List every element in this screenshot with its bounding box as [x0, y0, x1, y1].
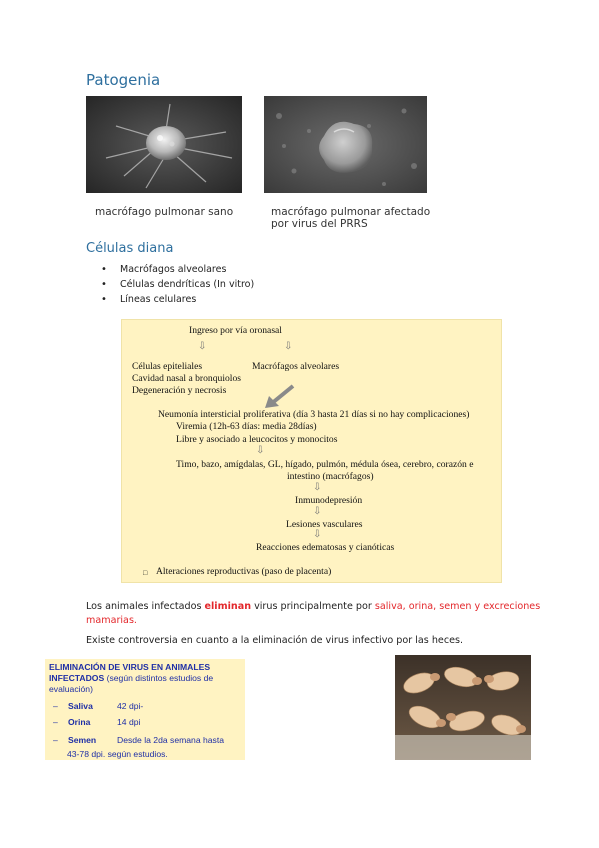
flow-alteraciones-bullet: □	[143, 569, 148, 577]
flow-intestino: intestino (macrófagos)	[287, 471, 374, 482]
flow-cavidad: Cavidad nasal a bronquiolos	[132, 373, 241, 384]
para-routes-cont: mamarias.	[86, 615, 137, 626]
flow-inmuno: Inmunodepresión	[295, 495, 363, 506]
virus-box-title-line2	[49, 673, 213, 684]
dash: –	[53, 701, 58, 711]
virus-box-title-infectados: INFECTADOS	[49, 673, 105, 683]
macrophage-prrs-photo	[264, 96, 427, 193]
flow-libre: Libre y asociado a leucocitos y monocitos	[176, 434, 338, 445]
virus-row-semen-cont: 43-78 dpi. según estudios.	[67, 749, 168, 759]
caption-prrs-line2: por virus del PRRS	[271, 218, 368, 230]
paragraph-elimination	[86, 600, 546, 628]
row-value: 14 dpi	[117, 717, 141, 727]
paragraph-controversy: Existe controversia en cuanto a la eliminación de virus infectivo por las heces.	[86, 635, 464, 646]
virus-row-orina	[53, 717, 141, 727]
arrow-down-icon: ⇩	[313, 506, 322, 517]
row-value: Desde la 2da semana hasta	[117, 735, 225, 745]
row-value: 42 dpi-	[117, 701, 144, 711]
flow-viremia: Viremia (12h-63 días: media 28días)	[176, 421, 317, 432]
pathogenesis-flow-diagram	[121, 319, 502, 583]
para-text: virus principalmente por	[251, 601, 375, 612]
flow-epiteliales: Células epiteliales	[132, 361, 203, 372]
piglets-photo	[395, 655, 531, 760]
flow-timo: Timo, bazo, amígdalas, GL, hígado, pulmón, médula ósea, cerebro, corazón e	[176, 459, 474, 470]
list-item: • Líneas celulares	[96, 292, 254, 307]
arrow-down-icon: ⇩	[198, 341, 207, 352]
macrophage-healthy-photo	[86, 96, 242, 193]
flow-alteraciones: Alteraciones reproductivas (paso de placenta)	[156, 566, 332, 577]
celulas-list	[96, 262, 254, 307]
row-key: Orina	[68, 717, 91, 727]
flow-ingreso: Ingreso por vía oronasal	[189, 325, 282, 336]
arrow-down-icon: ⇩	[256, 445, 265, 456]
page-title: Patogenia	[86, 71, 161, 89]
virus-box-title-line1: ELIMINACIÓN DE VIRUS EN ANIMALES	[49, 662, 211, 672]
virus-elimination-box	[45, 659, 245, 760]
virus-box-subtitle-a: (según distintos estudios de	[104, 673, 214, 683]
caption-healthy: macrófago pulmonar sano	[95, 206, 234, 218]
flow-lesiones: Lesiones vasculares	[286, 519, 363, 530]
para-routes: saliva, orina, semen y excreciones	[374, 601, 541, 612]
diagonal-arrow-icon	[263, 384, 297, 410]
virus-row-semen	[53, 735, 225, 745]
virus-row-saliva	[53, 701, 144, 711]
arrow-down-icon: ⇩	[313, 529, 322, 540]
celulas-heading: Células diana	[86, 241, 174, 256]
list-item: • Células dendríticas (In vitro)	[96, 277, 254, 292]
flow-degeneracion: Degeneración y necrosis	[132, 385, 227, 396]
flow-neumonia: Neumonía intersticial proliferativa (día 3 hasta 21 días si no hay complicaciones)	[158, 409, 470, 420]
arrow-down-icon: ⇩	[313, 482, 322, 493]
list-item: • Macrófagos alveolares	[96, 262, 254, 277]
para-emphasis: eliminan	[204, 601, 252, 612]
virus-box-subtitle-b: evaluación)	[49, 684, 93, 694]
flow-macrofagos: Macrófagos alveolares	[252, 361, 340, 372]
para-text: Los animales infectados	[86, 601, 205, 612]
caption-prrs-line1: macrófago pulmonar afectado	[271, 206, 431, 218]
flow-reacciones: Reacciones edematosas y cianóticas	[256, 542, 395, 553]
dash: –	[53, 717, 58, 727]
dash: –	[53, 735, 58, 745]
row-key: Semen	[68, 735, 97, 745]
arrow-down-icon: ⇩	[284, 341, 293, 352]
row-key: Saliva	[68, 701, 93, 711]
